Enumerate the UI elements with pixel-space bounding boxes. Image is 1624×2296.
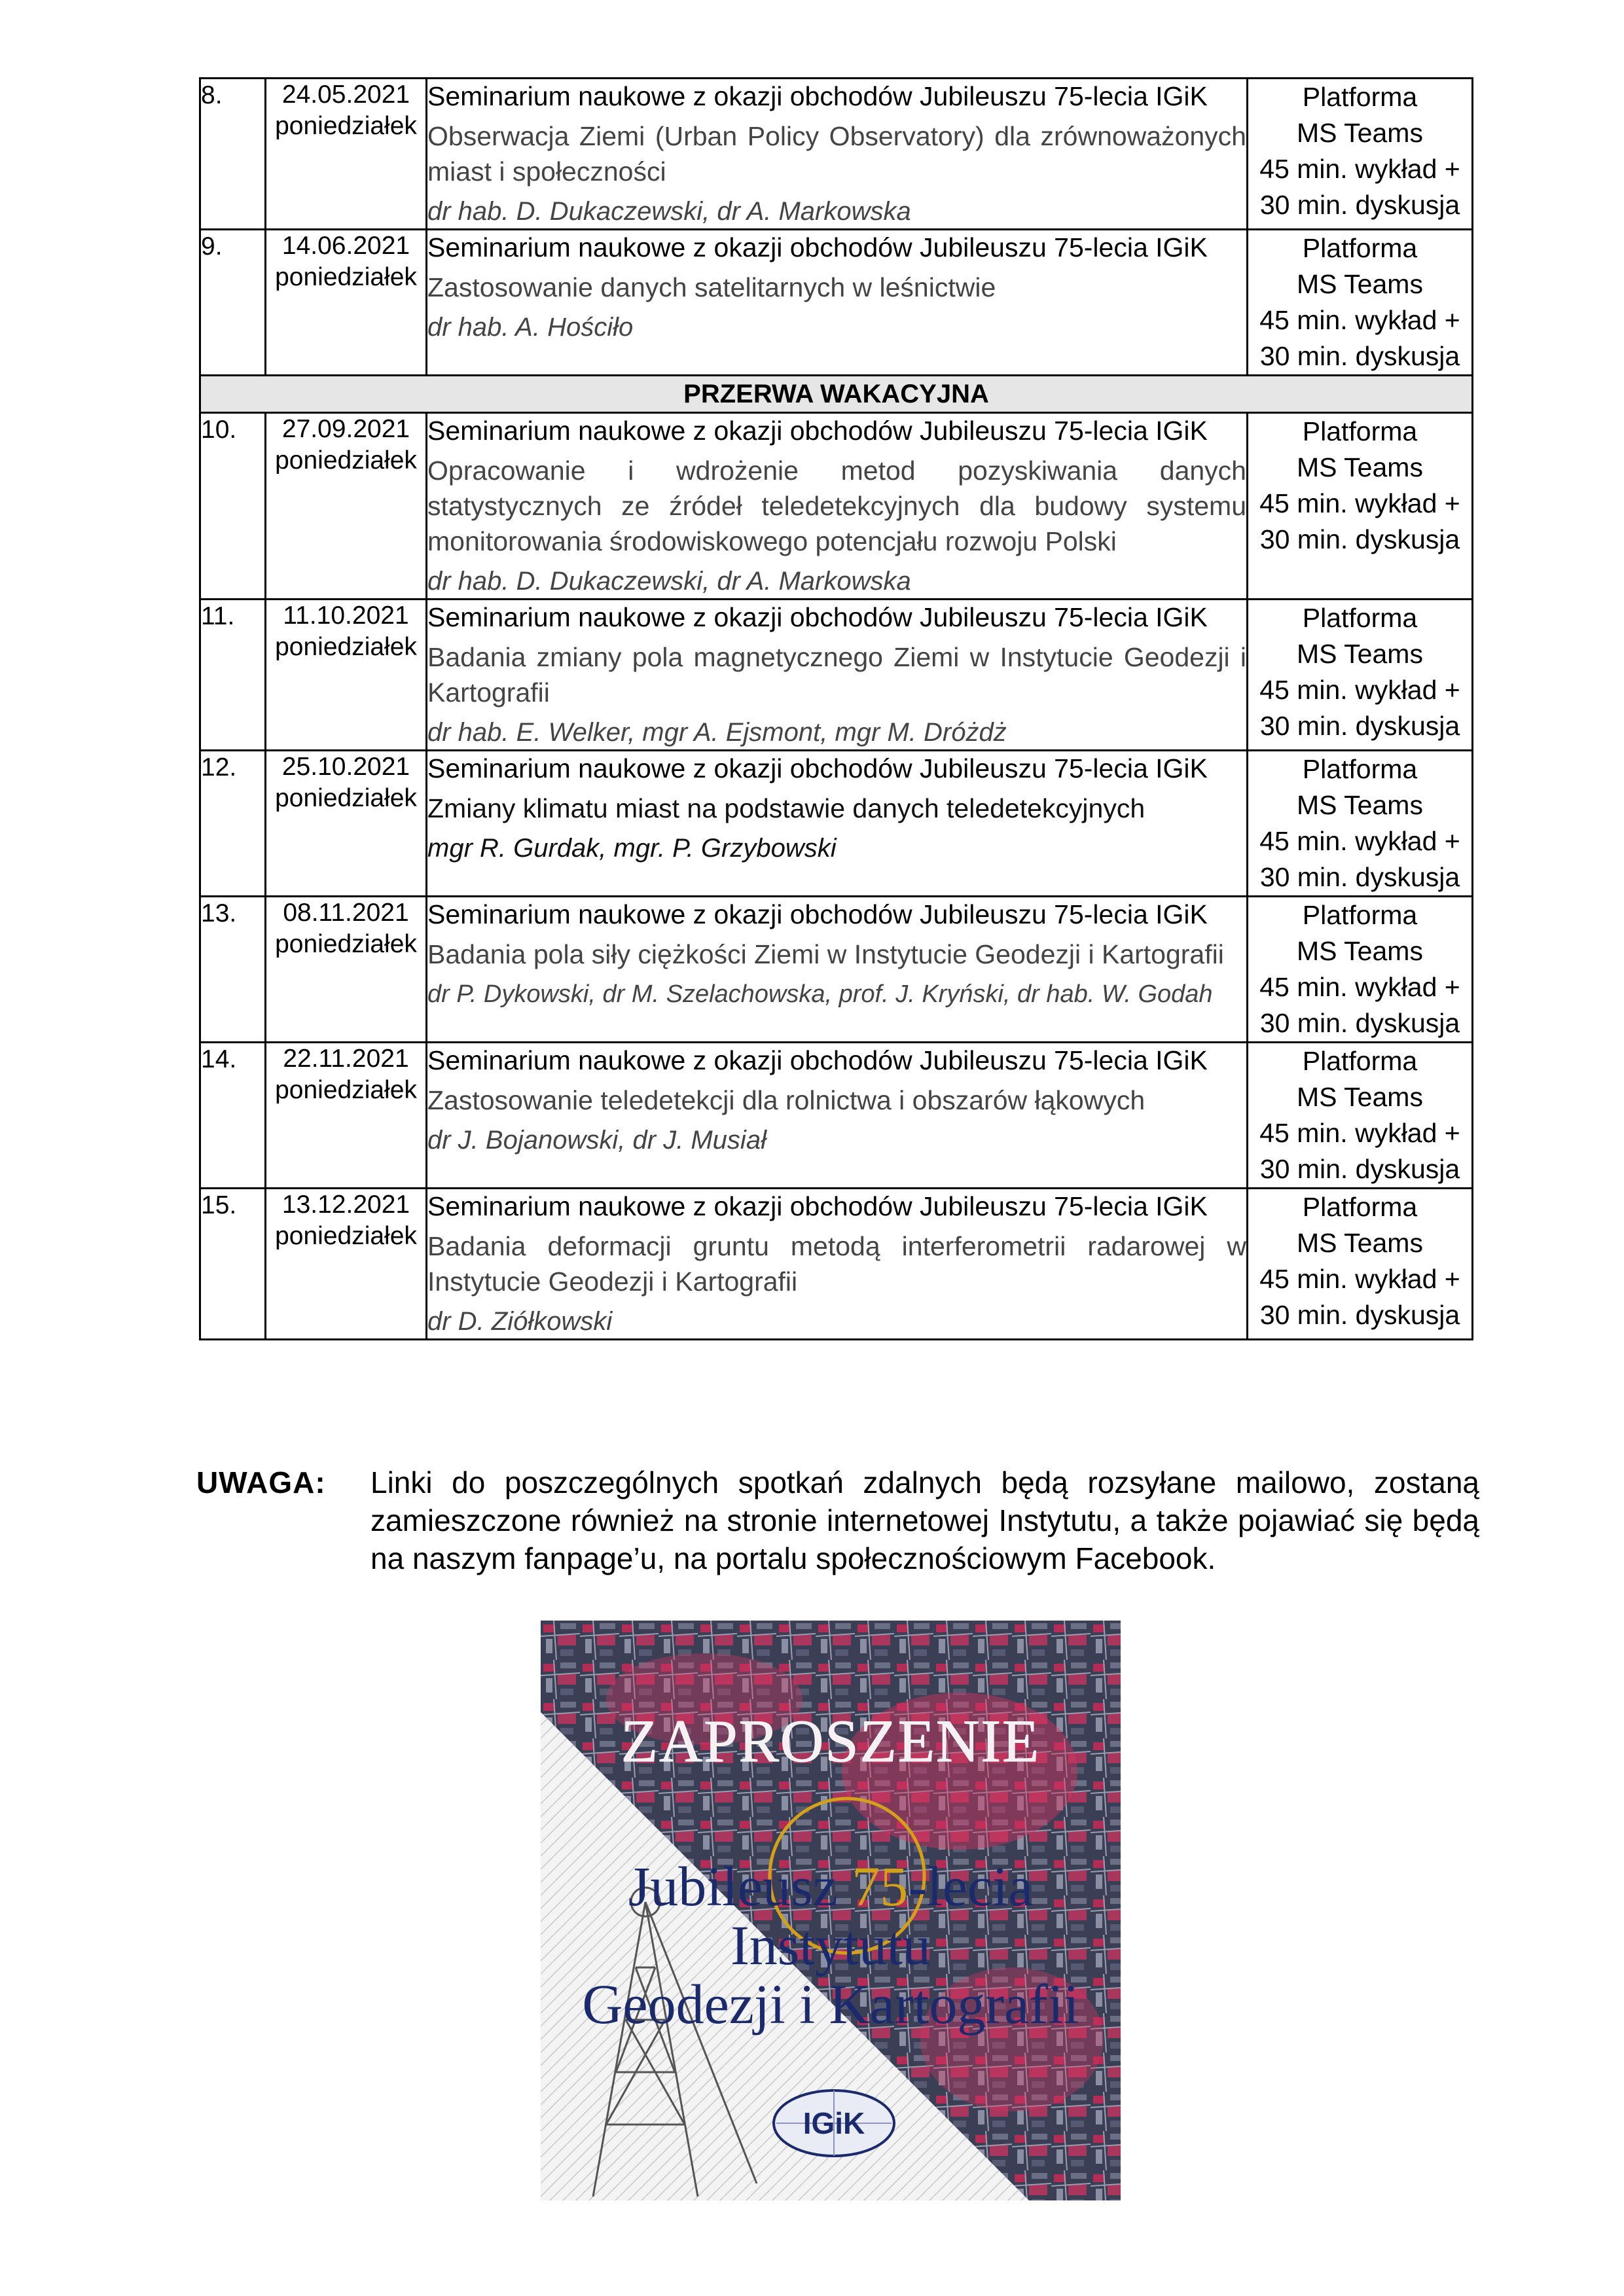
platform-line: 30 min. dyskusja xyxy=(1259,190,1460,220)
seminar-authors: mgr R. Gurdak, mgr. P. Grzybowski xyxy=(427,834,837,863)
row-date: 22.11.2021 xyxy=(283,1045,409,1073)
row-weekday: poniedziałek xyxy=(275,633,417,661)
seminar-series: Seminarium naukowe z okazji obchodów Jubileuszu 75-lecia IGiK xyxy=(427,899,1208,929)
platform-line: 30 min. dyskusja xyxy=(1259,1300,1460,1330)
row-number: 12. xyxy=(200,751,266,897)
table-row xyxy=(200,897,1473,1043)
seminar-series: Seminarium naukowe z okazji obchodów Jubileuszu 75-lecia IGiK xyxy=(427,232,1208,262)
platform-line: 45 min. wykład + xyxy=(1259,826,1460,856)
logo-text: IGiK xyxy=(803,2106,865,2140)
row-number: 13. xyxy=(200,897,266,1043)
poster-geodesy-line: Geodezji i Kartografii xyxy=(582,1973,1079,2036)
date-cell xyxy=(266,413,427,600)
date-cell xyxy=(266,751,427,897)
platform-line: Platforma xyxy=(1302,1046,1418,1076)
platform-line: 30 min. dyskusja xyxy=(1259,341,1460,371)
platform-line: 45 min. wykład + xyxy=(1259,972,1460,1002)
platform-line: Platforma xyxy=(1302,233,1418,263)
platform-line: Platforma xyxy=(1302,603,1418,633)
row-number: 15. xyxy=(200,1189,266,1340)
row-date: 11.10.2021 xyxy=(283,601,409,630)
description-cell xyxy=(427,413,1248,600)
platform-line: MS Teams xyxy=(1297,1228,1423,1258)
seminar-authors: dr hab. A. Hościło xyxy=(427,313,634,342)
seminar-topic: Obserwacja Ziemi (Urban Policy Observatory) dla zrównoważonych miast i społeczności xyxy=(427,121,1246,187)
date-cell xyxy=(266,1043,427,1189)
poster-artwork xyxy=(541,1621,1121,2200)
table-row xyxy=(200,751,1473,897)
description-cell xyxy=(427,1043,1248,1189)
seminar-series: Seminarium naukowe z okazji obchodów Jubileuszu 75-lecia IGiK xyxy=(427,602,1208,632)
row-weekday: poniedziałek xyxy=(275,1076,417,1104)
seminar-topic: Opracowanie i wdrożenie metod pozyskiwania danych statystycznych ze źródeł teledetekcyjnych dla budowy systemu monitorowania środowiskowego potencjału rozwoju Polski xyxy=(427,456,1246,556)
row-weekday: poniedziałek xyxy=(275,446,417,475)
poster-title: ZAPROSZENIE xyxy=(621,1708,1041,1774)
row-date: 13.12.2021 xyxy=(281,1191,410,1219)
description-cell xyxy=(427,1189,1248,1340)
platform-line: 45 min. wykład + xyxy=(1259,154,1460,184)
seminar-topic: Zastosowanie danych satelitarnych w leśnictwie xyxy=(427,272,996,302)
platform-line: 45 min. wykład + xyxy=(1259,305,1460,335)
seminar-topic: Badania pola siły ciężkości Ziemi w Instytucie Geodezji i Kartografii xyxy=(427,939,1224,969)
platform-line: 30 min. dyskusja xyxy=(1259,524,1460,554)
platform-line: 30 min. dyskusja xyxy=(1259,1154,1460,1184)
platform-cell xyxy=(1248,230,1473,376)
platform-cell xyxy=(1248,600,1473,751)
seminar-topic: Zmiany klimatu miast na podstawie danych teledetekcyjnych xyxy=(427,793,1146,823)
row-number: 14. xyxy=(200,1043,266,1189)
platform-line: Platforma xyxy=(1302,82,1418,112)
platform-line: Platforma xyxy=(1302,900,1418,930)
seminar-authors: dr D. Ziółkowski xyxy=(427,1307,613,1336)
platform-line: Platforma xyxy=(1302,1192,1418,1222)
row-weekday: poniedziałek xyxy=(275,112,417,140)
seminar-authors: dr J. Bojanowski, dr J. Musiał xyxy=(427,1126,767,1155)
date-cell xyxy=(266,600,427,751)
date-cell xyxy=(266,79,427,230)
platform-line: MS Teams xyxy=(1297,790,1423,820)
row-weekday: poniedziałek xyxy=(275,263,417,291)
seminar-series: Seminarium naukowe z okazji obchodów Jubileuszu 75-lecia IGiK xyxy=(427,1045,1208,1075)
platform-line: 45 min. wykład + xyxy=(1259,675,1460,705)
platform-line: 30 min. dyskusja xyxy=(1259,1008,1460,1038)
platform-line: Platforma xyxy=(1302,416,1418,446)
platform-line: 30 min. dyskusja xyxy=(1259,711,1460,741)
platform-cell xyxy=(1248,751,1473,897)
igik-logo xyxy=(774,2090,894,2156)
description-cell xyxy=(427,897,1248,1043)
break-label: PRZERWA WAKACYJNA xyxy=(200,376,1473,413)
seminar-series: Seminarium naukowe z okazji obchodów Jubileuszu 75-lecia IGiK xyxy=(427,1191,1208,1221)
row-weekday: poniedziałek xyxy=(275,1222,417,1250)
platform-cell xyxy=(1248,413,1473,600)
seminar-topic: Badania deformacji gruntu metodą interferometrii radarowej w Instytucie Geodezji i Kartografii xyxy=(427,1231,1246,1297)
seminar-authors: dr hab. E. Welker, mgr A. Ejsmont, mgr M. Dróżdż xyxy=(427,718,1007,747)
description-cell xyxy=(427,230,1248,376)
table-row xyxy=(200,1043,1473,1189)
break-row xyxy=(200,376,1473,413)
platform-line: MS Teams xyxy=(1297,269,1423,299)
row-number: 11. xyxy=(200,600,266,751)
description-cell xyxy=(427,79,1248,230)
table-row xyxy=(200,1189,1473,1340)
platform-cell xyxy=(1248,1043,1473,1189)
row-weekday: poniedziałek xyxy=(275,784,417,812)
platform-line: 30 min. dyskusja xyxy=(1259,862,1460,892)
platform-line: Platforma xyxy=(1302,754,1418,784)
platform-cell xyxy=(1248,1189,1473,1340)
description-cell xyxy=(427,751,1248,897)
poster-institute-line: Instytutu xyxy=(731,1914,931,1977)
table-row xyxy=(200,600,1473,751)
note-label: UWAGA: xyxy=(196,1465,326,1499)
platform-line: 45 min. wykład + xyxy=(1259,488,1460,518)
row-number: 9. xyxy=(200,230,266,376)
schedule-body xyxy=(200,79,1473,1340)
seminar-series: Seminarium naukowe z okazji obchodów Jubileuszu 75-lecia IGiK xyxy=(427,753,1208,783)
invitation-poster xyxy=(541,1621,1121,2200)
platform-cell xyxy=(1248,79,1473,230)
table-row xyxy=(200,230,1473,376)
platform-line: 45 min. wykład + xyxy=(1259,1118,1460,1148)
seminar-topic: Badania zmiany pola magnetycznego Ziemi w Instytucie Geodezji i Kartografii xyxy=(427,642,1246,708)
row-date: 08.11.2021 xyxy=(283,899,409,927)
note-section xyxy=(196,1463,1479,1577)
table-row xyxy=(200,79,1473,230)
date-cell xyxy=(266,897,427,1043)
row-date: 25.10.2021 xyxy=(281,753,410,781)
seminar-authors: dr hab. D. Dukaczewski, dr A. Markowska xyxy=(427,197,911,226)
seminar-authors: dr P. Dykowski, dr M. Szelachowska, prof. J. Kryński, dr hab. W. Godah xyxy=(427,980,1213,1008)
platform-line: MS Teams xyxy=(1297,936,1423,966)
platform-line: MS Teams xyxy=(1297,639,1423,669)
date-cell xyxy=(266,1189,427,1340)
row-date: 27.09.2021 xyxy=(281,415,410,443)
seminar-series: Seminarium naukowe z okazji obchodów Jubileuszu 75-lecia IGiK xyxy=(427,416,1208,446)
row-date: 24.05.2021 xyxy=(281,81,410,109)
date-cell xyxy=(266,230,427,376)
description-cell xyxy=(427,600,1248,751)
seminar-topic: Zastosowanie teledetekcji dla rolnictwa i obszarów łąkowych xyxy=(427,1085,1146,1115)
platform-line: MS Teams xyxy=(1297,452,1423,482)
row-weekday: poniedziałek xyxy=(275,930,417,958)
row-number: 10. xyxy=(200,413,266,600)
platform-cell xyxy=(1248,897,1473,1043)
row-number: 8. xyxy=(200,79,266,230)
poster-jubilee-line: Jubileusz 75-lecia xyxy=(628,1855,1034,1918)
seminar-series: Seminarium naukowe z okazji obchodów Jubileuszu 75-lecia IGiK xyxy=(427,81,1208,111)
seminar-authors: dr hab. D. Dukaczewski, dr A. Markowska xyxy=(427,567,911,596)
platform-line: 45 min. wykład + xyxy=(1259,1264,1460,1294)
schedule-table xyxy=(199,77,1473,1340)
table-row xyxy=(200,413,1473,600)
row-date: 14.06.2021 xyxy=(281,232,410,260)
note-text: Linki do poszczególnych spotkań zdalnych będą rozsyłane mailowo, zostaną zamieszczone również na stronie internetowej Instytutu, a także pojawiać się będą na naszym fanpage’u, na portalu społecznościowym Facebook. xyxy=(370,1465,1479,1575)
platform-line: MS Teams xyxy=(1297,118,1423,148)
platform-line: MS Teams xyxy=(1297,1082,1423,1112)
